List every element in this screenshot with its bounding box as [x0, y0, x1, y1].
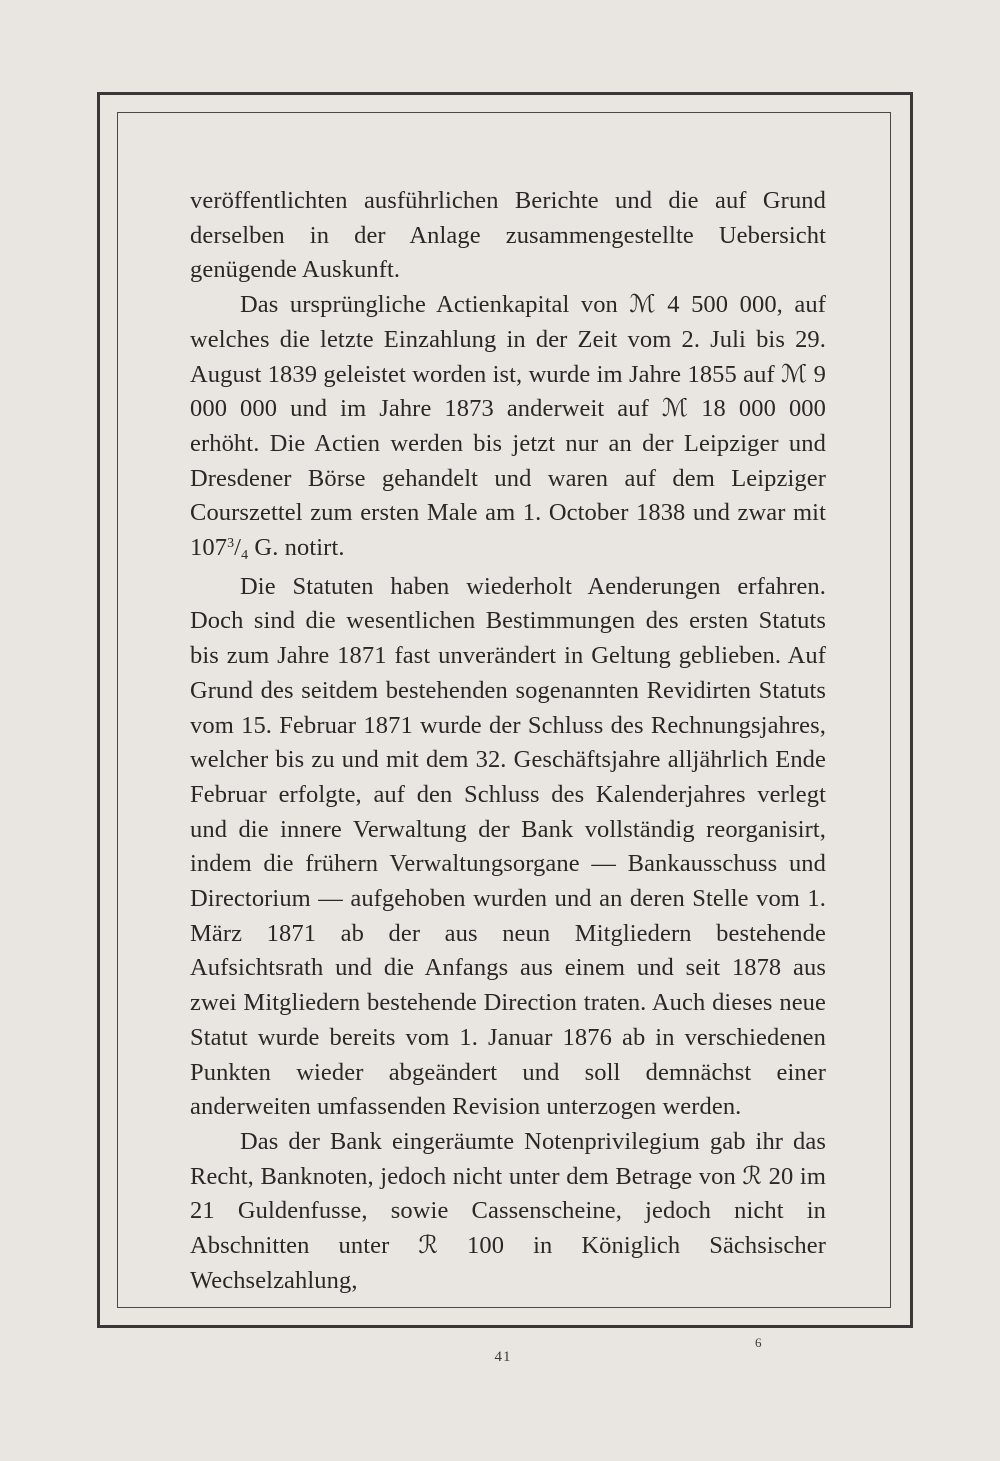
paragraph-4: Das der Bank eingeräumte Notenprivilegium gab ihr das Recht, Banknoten, jedoch nicht unter dem Betrage von ℛ 20 im 21 Guldenfusse, sowie Cassenscheine, jedoch nicht in Abschnitten unter ℛ 100 in Königlich Sächsischer Wechselzahlung, [190, 1127, 826, 1294]
paragraph-2: Das ursprüngliche Actienkapital von ℳ 4 500 000, auf welches die letzte Einzahlung in der Zeit vom 2. Juli bis 29. August 1839 geleistet worden ist, wurde im Jahre 1855 auf ℳ 9 000 000 und im Jahre 1873 anderweit auf ℳ 18 000 000 erhöht. Die Actien werden bis jetzt nur an der Leipziger und Dresdener Börse gehandelt und waren auf dem Leipziger Courszettel zum ersten Male am 1. October 1838 und zwar mit $107^3/4$ G. notirt. [190, 291, 826, 564]
page-number: 41 [494, 1349, 512, 1365]
body-text [190, 184, 826, 1299]
fraction-denominator: 4 [241, 548, 249, 564]
paragraph-3: Die Statuten haben wiederholt Aenderungen erfahren. Doch sind die wesentlichen Bestimmungen des ersten Statuts bis zum Jahre 1871 fast unverändert in Geltung geblieben. Auf Grund des seitdem bestehenden sogenannten Revidirten Statuts vom 15. Februar 1871 wurde der Schluss des Rechnungsjahres, welcher bis zu und mit dem 32. Geschäftsjahre alljährlich Ende Februar erfolgte, auf den Schluss des Kalenderjahres verlegt und die innere Verwaltung der Bank vollständig reorganisirt, indem die frühern Verwaltungsorgane — Bankausschuss und Directorium — aufgehoben wurden und an deren Stelle vom 1. März 1871 ab der aus neun Mitgliedern bestehende Aufsichtsrath und die Anfangs aus einem und seit 1878 aus zwei Mitgliedern bestehende Direction traten. Auch dieses neue Statut wurde bereits vom 1. Januar 1876 ab in verschiedenen Punkten wieder abgeändert und soll demnächst einer anderweiten umfassenden Revision unterzogen werden. [190, 572, 826, 1121]
fraction-numerator: 3 [227, 536, 235, 552]
paragraph-1: veröffentlichten ausführlichen Berichte und die auf Grund derselben in der Anlage zusammengestellte Uebersicht genügende Auskunft. [190, 187, 826, 284]
signature-mark: 6 [755, 1335, 762, 1350]
paragraph-2-end: G. notirt. [248, 534, 345, 562]
paragraph-2-text: Das ursprüngliche Actienkapital von ℳ 4 500 000, auf welches die letzte Einzahlung in der Zeit vom 2. Juli bis 29. August 1839 geleistet worden ist, wurde im Jahre 1855 auf ℳ 9 000 000 und im Jahre 1873 anderweit auf ℳ 18 000 000 erhöht. Die Actien werden bis jetzt nur an der Leipziger und Dresdener Börse gehandelt und waren auf dem Leipziger Courszettel zum ersten Male am 1. October 1838 und zwar mit 107 [190, 291, 826, 562]
